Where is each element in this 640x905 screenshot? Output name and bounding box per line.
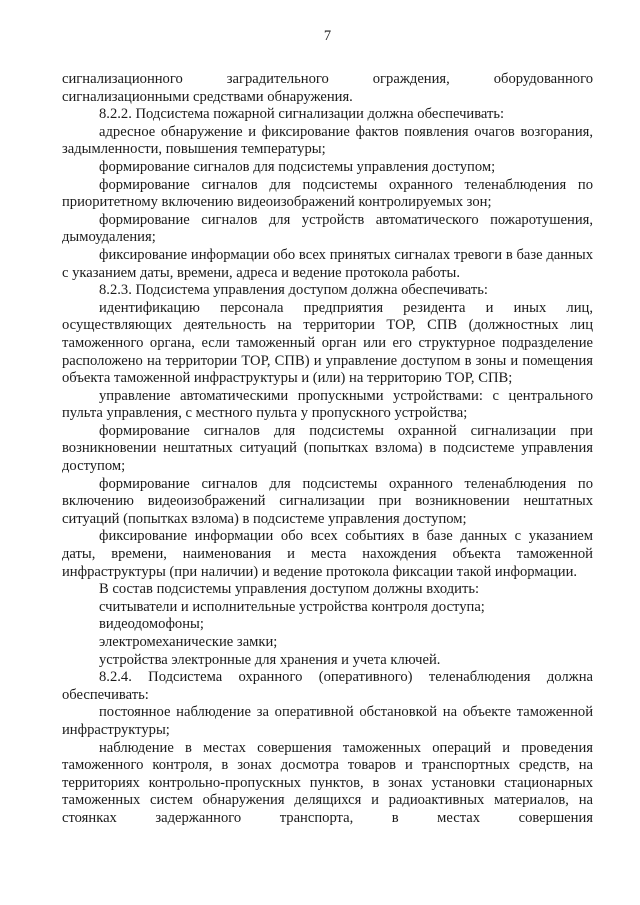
- paragraph: 8.2.2. Подсистема пожарной сигнализации должна обеспечивать:: [99, 106, 505, 123]
- paragraph: электромеханические замки;: [99, 634, 278, 650]
- paragraph: считыватели и исполнительные устройства контроля доступа;: [99, 598, 485, 615]
- paragraph: фиксирование информации обо всех событиях в базе данных с указанием даты, времени, наименования и места нахождения объекта таможенной инфраструктуры (при наличии) и ведение протокола фиксации такой информации.: [62, 528, 593, 580]
- paragraph: 8.2.3. Подсистема управления доступом должна обеспечивать:: [99, 282, 488, 299]
- paragraph: сигнализационного заградительного ограждения, оборудованного сигнализационными средствами обнаружения.: [62, 71, 593, 105]
- paragraph: формирование сигналов для подсистемы охранного теленаблюдения по включению видеоизображений сигнализации при возникновении нештатных ситуаций (попытках взлома) в подсистеме управления доступом;: [62, 475, 593, 527]
- paragraph: формирование сигналов для устройств автоматического пожаротушения, дымоудаления;: [62, 211, 593, 246]
- paragraph: формирование сигналов для подсистемы охранной сигнализации при возникновении нештатных ситуаций (попытках взлома) в подсистеме управления доступом;: [62, 422, 593, 475]
- paragraph: формирование сигналов для подсистемы управления доступом;: [99, 158, 496, 175]
- paragraph: управление автоматическими пропускными устройствами: с центрального пульта управления, с местного пульта у пропускного устройства;: [62, 387, 593, 422]
- paragraph: идентификацию персонала предприятия резидента и иных лиц, осуществляющих деятельность на территории ТОР, СПВ (должностных лиц таможенного органа, если таможенный орган или его структурное подразделение расположено на территории ТОР, СПВ) и управление доступом в зоны и помещения объекта таможенной инфраструктуры и (или) на территорию ТОР, СПВ;: [62, 299, 593, 387]
- paragraph: устройства электронные для хранения и учета ключей.: [99, 651, 441, 668]
- paragraph: фиксирование информации обо всех принятых сигналах тревоги в базе данных с указанием даты, времени, адреса и ведение протокола работы.: [62, 246, 593, 281]
- document-body: [62, 71, 593, 828]
- page-number: 7: [323, 28, 332, 44]
- paragraph: 8.2.4. Подсистема охранного (оперативного) теленаблюдения должна обеспечивать:: [62, 669, 593, 703]
- paragraph: постоянное наблюдение за оперативной обстановкой на объекте таможенной инфраструктуры;: [62, 704, 593, 738]
- paragraph: В состав подсистемы управления доступом должны входить:: [99, 581, 480, 598]
- paragraph: адресное обнаружение и фиксирование фактов появления очагов возгорания, задымленности, повышения температуры;: [62, 123, 593, 158]
- paragraph: видеодомофоны;: [99, 616, 204, 633]
- paragraph: наблюдение в местах совершения таможенных операций и проведения таможенного контроля, в зонах досмотра товаров и транспортных средств, на территориях контрольно-пропускных пунктов, в зонах установки стационарных таможенных систем обнаружения делящихся и радиоактивных материалов, на стоянках задержанного транспорта, в местах совершения: [62, 739, 593, 826]
- paragraph: формирование сигналов для подсистемы охранного теленаблюдения по приоритетному включению видеоизображений контролируемых зон;: [62, 176, 593, 211]
